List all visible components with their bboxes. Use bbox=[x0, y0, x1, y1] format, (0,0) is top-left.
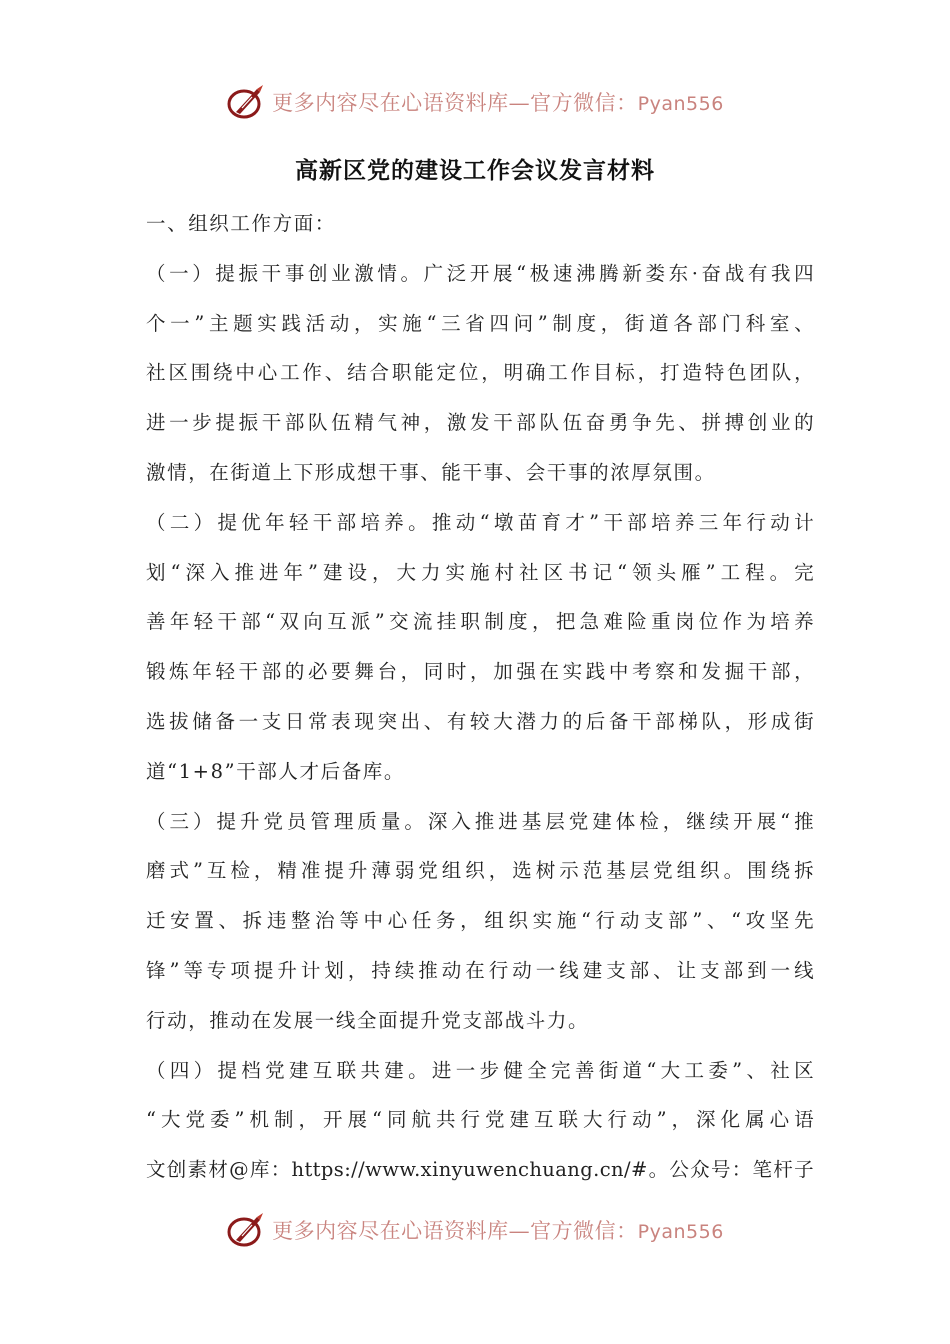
paragraph-line: 划“深入推进年”建设，大力实施村社区书记“领头雁”工程。完 bbox=[146, 560, 814, 584]
paragraph-line: （四）提档党建互联共建。进一步健全完善街道“大工委”、社区 bbox=[146, 1058, 814, 1082]
header-watermark-text: 更多内容尽在心语资料库—官方微信：Pyan556 bbox=[272, 91, 724, 115]
paragraph-line: 激情，在街道上下形成想干事、能干事、会干事的浓厚氛围。 bbox=[146, 460, 716, 484]
section-heading: 一、组织工作方面： bbox=[146, 212, 336, 235]
quill-logo-icon bbox=[226, 1210, 266, 1250]
paragraph-line: “大党委”机制，开展“同航共行党建互联大行动”，深化属心语 bbox=[146, 1108, 814, 1132]
footer-watermark-banner bbox=[0, 1208, 950, 1252]
paragraph-line: 社区围绕中心工作、结合职能定位，明确工作目标，打造特色团队， bbox=[146, 361, 814, 385]
document-body bbox=[146, 199, 814, 1195]
paragraph-line: 迁安置、拆违整治等中心任务，组织实施“行动支部”、“攻坚先 bbox=[146, 909, 814, 933]
paragraph-line: 锻炼年轻干部的必要舞台，同时，加强在实践中考察和发掘干部， bbox=[146, 660, 814, 684]
paragraph-line: 行动，推动在发展一线全面提升党支部战斗力。 bbox=[146, 1008, 590, 1032]
paragraph-line: （一）提振干事创业激情。广泛开展“极速沸腾新娄东·奋战有我四 bbox=[146, 261, 814, 285]
paragraph-line: 善年轻干部“双向互派”交流挂职制度，把急难险重岗位作为培养 bbox=[146, 610, 814, 634]
paragraph-line: 锋”等专项提升计划，持续推动在行动一线建支部、让支部到一线 bbox=[146, 958, 814, 982]
paragraph-line: （三）提升党员管理质量。深入推进基层党建体检，继续开展“推 bbox=[146, 809, 814, 833]
paragraph-line: 道“1+8”干部人才后备库。 bbox=[146, 759, 405, 783]
paragraph-line: 进一步提振干部队伍精气神，激发干部队伍奋勇争先、拼搏创业的 bbox=[146, 411, 814, 435]
quill-logo-icon bbox=[226, 82, 266, 122]
header-watermark-banner bbox=[0, 80, 950, 124]
document-title: 高新区党的建设工作会议发言材料 bbox=[295, 158, 655, 184]
paragraph-line: 磨式”互检，精准提升薄弱党组织，选树示范基层党组织。围绕拆 bbox=[146, 859, 814, 883]
footer-watermark-text: 更多内容尽在心语资料库—官方微信：Pyan556 bbox=[272, 1219, 724, 1243]
paragraph-line: 选拔储备一支日常表现突出、有较大潜力的后备干部梯队，形成街 bbox=[146, 709, 814, 733]
paragraph-line: 文创素材@库：https://www.xinyuwenchuang.cn/#。公众号：笔杆子 bbox=[146, 1158, 814, 1182]
paragraph-line: （二）提优年轻干部培养。推动“墩苗育才”干部培养三年行动计 bbox=[146, 510, 814, 534]
paragraph-line: 个一”主题实践活动，实施“三省四问”制度，街道各部门科室、 bbox=[146, 311, 814, 335]
